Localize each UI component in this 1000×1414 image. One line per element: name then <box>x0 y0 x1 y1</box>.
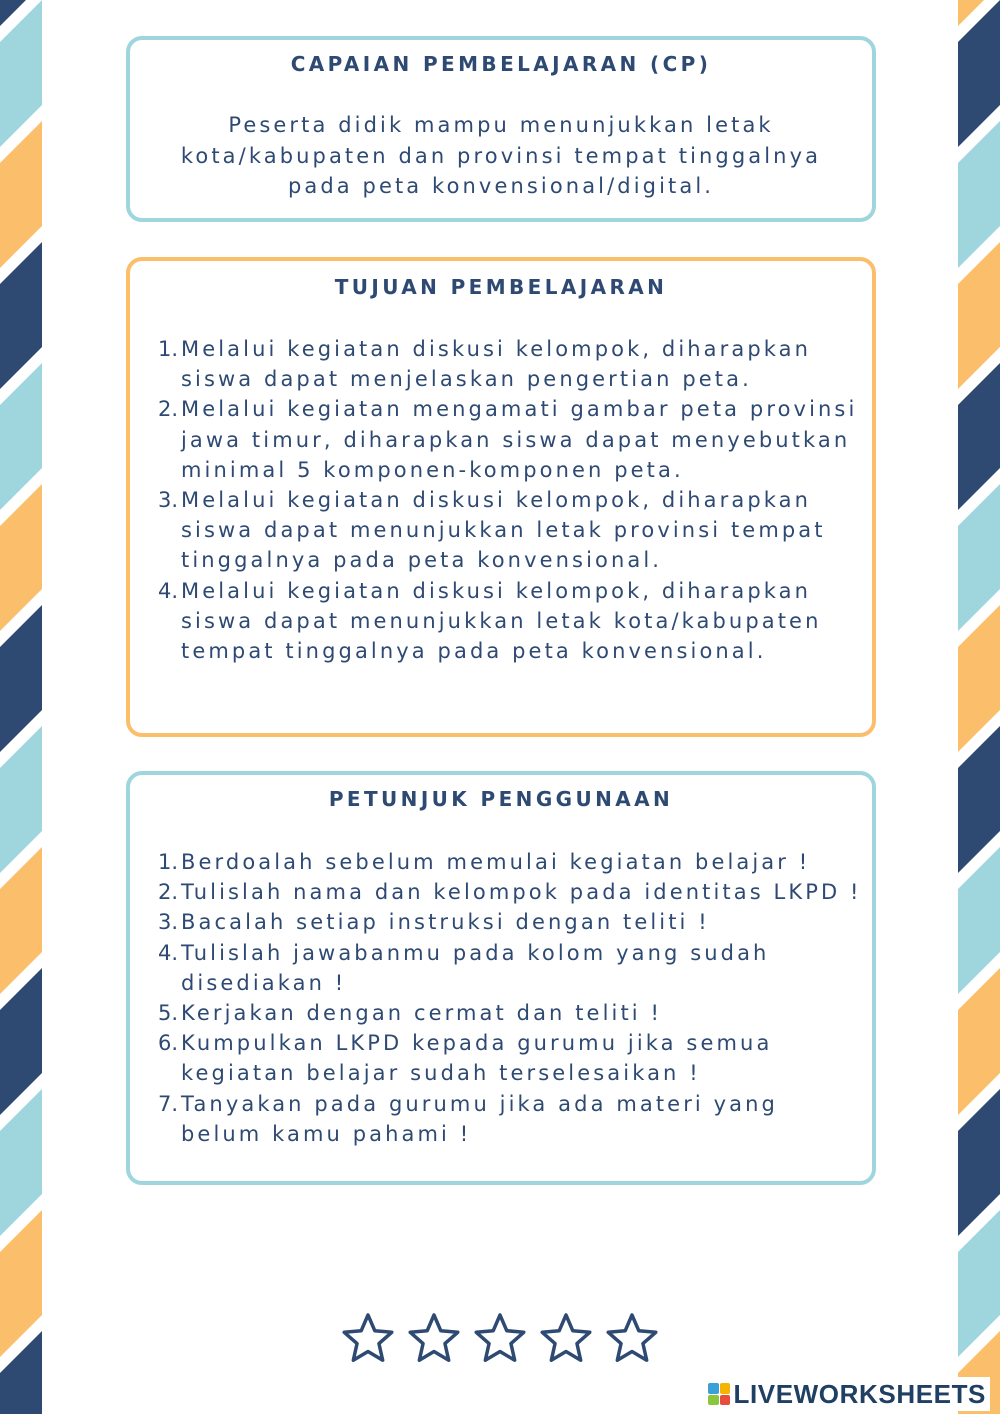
star-icon[interactable] <box>604 1310 660 1366</box>
star-icon[interactable] <box>472 1310 528 1366</box>
stripe-band <box>958 726 1000 873</box>
list-item-number: 4. <box>157 578 178 603</box>
list-item-number: 1. <box>157 850 178 874</box>
stripe-band <box>958 242 1000 389</box>
stripe-band <box>0 121 42 268</box>
list-item-number: 1. <box>157 337 178 361</box>
list-item-text: Berdoalah sebelum memulai kegiatan belajar ! <box>181 850 811 874</box>
list-item <box>148 334 862 394</box>
list-item <box>148 877 862 907</box>
capaian-pembelajaran-card <box>126 36 876 222</box>
stripe-band <box>958 847 1000 994</box>
list-item <box>148 998 862 1028</box>
list-item-number: 4. <box>157 940 178 965</box>
list-item-text: Tulislah jawabanmu pada kolom yang sudah disediakan ! <box>181 940 770 995</box>
list-item-text: Kerjakan dengan cermat dan teliti ! <box>181 1001 663 1026</box>
list-item-number: 6. <box>157 1031 178 1056</box>
left-stripe-border <box>0 0 42 1414</box>
list-item <box>148 1028 862 1088</box>
stripe-band <box>0 605 42 752</box>
list-item-number: 3. <box>157 910 178 935</box>
list-item <box>148 576 862 667</box>
list-item <box>148 907 862 937</box>
list-item-text: Kumpulkan LKPD kepada gurumu jika semua kegiatan belajar sudah terselesaikan ! <box>181 1031 773 1086</box>
stripe-band <box>958 363 1000 510</box>
list-item-number: 5. <box>157 1001 178 1026</box>
stripe-band <box>958 1089 1000 1236</box>
star-icon[interactable] <box>406 1310 462 1366</box>
list-item-text: Melalui kegiatan diskusi kelompok, diharapkan siswa dapat menunjukkan letak provinsi tempat tinggalnya pada peta konvensional. <box>181 488 826 573</box>
list-item-text: Tulislah nama dan kelompok pada identitas LKPD ! <box>181 880 862 905</box>
stripe-band <box>0 968 42 1115</box>
stripe-band <box>958 968 1000 1115</box>
capaian-body: Peserta didik mampu menunjukkan letak kota/kabupaten dan provinsi tempat tinggalnya pada peta konvensional/digital. <box>180 113 822 198</box>
petunjuk-title: PETUNJUK PENGGUNAAN <box>328 787 674 811</box>
list-item-number: 2. <box>157 397 178 422</box>
stripe-band <box>958 121 1000 268</box>
stripe-band <box>0 726 42 873</box>
petunjuk-list <box>130 847 872 1149</box>
list-item-number: 7. <box>157 1091 178 1116</box>
stripe-band <box>0 363 42 510</box>
brand-name: LIVEWORKSHEETS <box>733 1378 986 1409</box>
capaian-title: CAPAIAN PEMBELAJARAN (CP) <box>290 52 712 76</box>
tujuan-list <box>130 334 872 666</box>
stripe-band <box>0 484 42 631</box>
stripe-band <box>958 484 1000 631</box>
petunjuk-penggunaan-card <box>126 771 876 1185</box>
stripe-band <box>0 1089 42 1236</box>
list-item-number: 2. <box>157 880 178 905</box>
liveworksheets-brand <box>704 1377 990 1411</box>
tujuan-pembelajaran-card <box>126 257 876 737</box>
list-item <box>148 394 862 485</box>
stripe-band <box>0 242 42 389</box>
list-item-text: Bacalah setiap instruksi dengan teliti ! <box>181 910 710 935</box>
star-rating[interactable] <box>340 1310 660 1370</box>
list-item-text: Melalui kegiatan diskusi kelompok, diharapkan siswa dapat menjelaskan pengertian peta. <box>181 337 812 392</box>
list-item-text: Melalui kegiatan diskusi kelompok, diharapkan siswa dapat menunjukkan letak kota/kabupaten tempat tinggalnya pada peta konvensional. <box>181 578 822 664</box>
stripe-band <box>0 1210 42 1357</box>
stripe-band <box>958 1210 1000 1357</box>
list-item-number: 3. <box>157 488 178 513</box>
stripe-band <box>0 847 42 994</box>
list-item <box>148 938 862 998</box>
right-stripe-border <box>958 0 1000 1414</box>
stripe-band <box>0 0 42 147</box>
list-item <box>148 485 862 576</box>
tujuan-title: TUJUAN PEMBELAJARAN <box>334 275 668 299</box>
list-item-text: Melalui kegiatan mengamati gambar peta provinsi jawa timur, diharapkan siswa dapat menyebutkan minimal 5 komponen-komponen peta. <box>181 397 858 482</box>
star-icon[interactable] <box>340 1310 396 1366</box>
liveworksheets-logo-icon <box>708 1383 730 1405</box>
list-item <box>148 1089 862 1149</box>
stripe-band <box>958 605 1000 752</box>
list-item <box>148 847 862 877</box>
stripe-band <box>958 0 1000 147</box>
list-item-text: Tanyakan pada gurumu jika ada materi yang belum kamu pahami ! <box>181 1091 778 1146</box>
star-icon[interactable] <box>538 1310 594 1366</box>
